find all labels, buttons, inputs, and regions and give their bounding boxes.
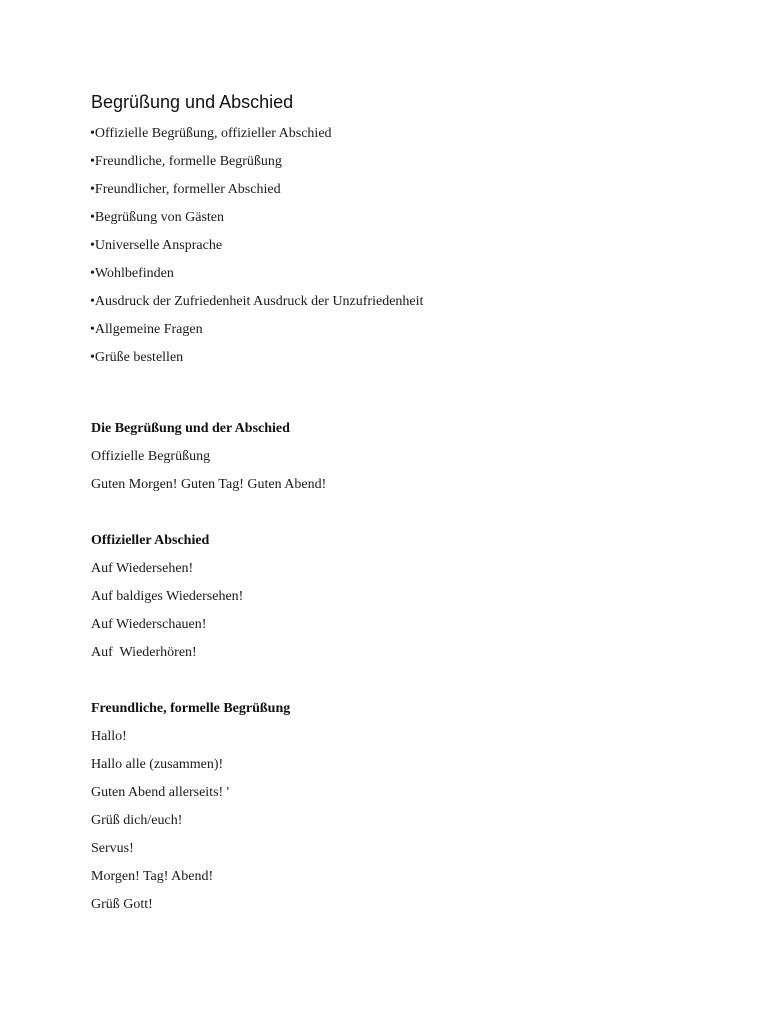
topic-text: Offizielle Begrüßung, offizieller Abschied	[94, 126, 332, 141]
topic-text: Universelle Ansprache	[94, 238, 223, 253]
phrase-line: Auf baldiges Wiedersehen!	[91, 589, 244, 604]
phrase-line: Grüß Gott!	[91, 897, 153, 912]
section-heading: Offizieller Abschied	[91, 533, 210, 548]
bullet-icon: •	[90, 294, 95, 309]
phrase-line: Guten Abend allerseits! '	[91, 785, 230, 800]
bullet-icon: •	[90, 322, 95, 337]
topic-list-item	[90, 152, 423, 180]
phrase-line: Hallo alle (zusammen)!	[91, 757, 224, 772]
section-official-farewell	[91, 531, 243, 671]
phrase-line: Servus!	[91, 841, 134, 856]
bullet-icon: •	[90, 266, 95, 281]
topic-list-item	[90, 208, 423, 236]
topic-list-item	[90, 180, 423, 208]
phrase-line: Morgen! Tag! Abend!	[91, 869, 214, 884]
phrase-line: Auf Wiedersehen!	[91, 561, 194, 576]
topic-text: Grüße bestellen	[94, 350, 184, 365]
bullet-icon: •	[90, 210, 95, 225]
topic-list-item	[90, 264, 423, 292]
phrase-line: Guten Morgen! Guten Tag! Guten Abend!	[91, 477, 327, 492]
section-heading: Die Begrüßung und der Abschied	[91, 421, 290, 436]
phrase-line: Grüß dich/euch!	[91, 813, 183, 828]
page-title: Begrüßung und Abschied	[91, 92, 294, 112]
topic-list	[90, 124, 423, 376]
topic-list-item	[90, 348, 423, 376]
bullet-icon: •	[90, 126, 95, 141]
bullet-icon: •	[90, 154, 95, 169]
topic-list-item	[90, 292, 423, 320]
section-greeting-and-farewell	[91, 419, 326, 503]
topic-text: Wohlbefinden	[94, 266, 174, 281]
section-friendly-greeting	[91, 699, 290, 923]
phrase-line: Auf Wiederschauen!	[91, 617, 207, 632]
topic-list-item	[90, 320, 423, 348]
topic-text: Freundlicher, formeller Abschied	[94, 182, 281, 197]
topic-list-item	[90, 236, 423, 264]
section-heading: Freundliche, formelle Begrüßung	[91, 701, 291, 716]
topic-text: Ausdruck der Zufriedenheit Ausdruck der Unzufriedenheit	[94, 294, 424, 309]
topic-text: Begrüßung von Gästen	[94, 210, 224, 225]
bullet-icon: •	[90, 182, 95, 197]
phrase-line: Hallo!	[91, 729, 127, 744]
bullet-icon: •	[90, 350, 95, 365]
topic-text: Freundliche, formelle Begrüßung	[94, 154, 282, 169]
bullet-icon: •	[90, 238, 95, 253]
topic-list-item	[90, 124, 423, 152]
phrase-line: Auf Wiederhören!	[91, 645, 197, 660]
topic-text: Allgemeine Fragen	[94, 322, 203, 337]
phrase-line: Offizielle Begrüßung	[91, 449, 211, 464]
